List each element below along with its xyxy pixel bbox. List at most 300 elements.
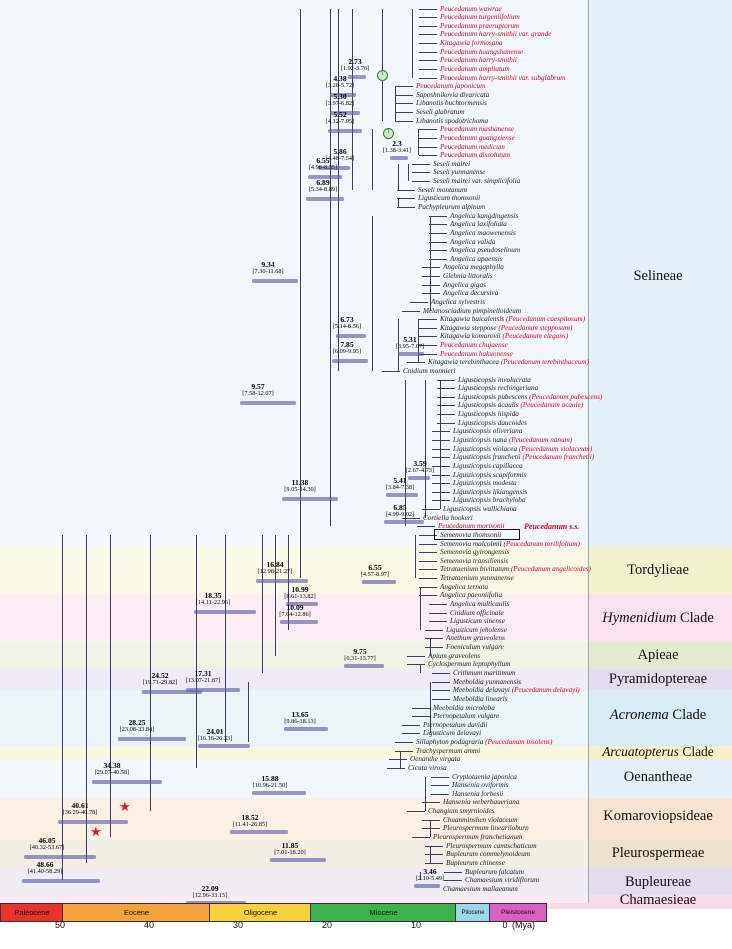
taxon-label [440, 40, 503, 48]
taxon-name: Ligusticum thomsonii [418, 194, 481, 203]
hpd-bar [398, 352, 424, 355]
node-age: 7.85 [340, 340, 354, 349]
branch-horizontal [412, 837, 430, 838]
taxon-label [440, 49, 523, 57]
hpd-bar [118, 737, 186, 740]
hpd-bar [230, 830, 288, 833]
branch-horizontal [419, 26, 437, 27]
branch-horizontal [429, 621, 447, 622]
clade-label-tordylieae: Tordylieae [627, 562, 689, 578]
node-hpd-interval: [16.16-26.33] [197, 735, 233, 742]
node-hpd-interval: [5.34-8.89] [308, 186, 338, 193]
taxon-synonym: (Peucedanum pubescens) [529, 392, 603, 401]
branch-horizontal [431, 777, 449, 778]
taxon-synonym: (Peucedanum acaule) [520, 401, 584, 410]
taxon-label [440, 575, 514, 583]
taxon-synonym: (Peucedanum stepposum) [498, 323, 573, 332]
taxon-name: Peucedanum praeruptorum [440, 21, 520, 30]
branch-horizontal [422, 267, 440, 268]
taxon-name: Peucedanum morisonii [438, 522, 505, 531]
axis-tick-50: 50 [54, 920, 66, 930]
taxon-label [450, 213, 518, 221]
taxon-label [440, 144, 505, 152]
taxon-name: Cnidium officinale [450, 608, 504, 617]
taxon-label [428, 359, 589, 367]
node-hpd-interval: [7.58-12.07] [242, 390, 274, 397]
node-hpd-interval: [7.01-18.20] [274, 849, 306, 856]
taxon-name: Angelica gigas [443, 280, 486, 289]
taxon-label [416, 109, 465, 117]
taxon-synonym: (Peucedanum delavayi) [511, 686, 580, 695]
taxon-label [433, 834, 522, 842]
taxon-synonym: (Peucedanum insolens) [485, 738, 553, 747]
node-hpd-interval: [8.61-13.82] [284, 593, 316, 600]
branch-horizontal [402, 733, 420, 734]
taxon-label [450, 256, 503, 264]
taxon-name: Peucedanum hakuonense [440, 349, 513, 358]
taxon-name: Ligusticopsis capillacea [453, 461, 523, 470]
taxon-name: Peucedanum harry-smithii var. grande [440, 30, 552, 39]
taxon-label [423, 730, 481, 738]
branch-horizontal [432, 673, 450, 674]
branch-horizontal [422, 276, 440, 277]
taxon-label [443, 799, 519, 807]
taxon-name: Kitagawia terebinthacea [428, 358, 500, 367]
taxon-name: Kitagawia formosana [440, 39, 503, 48]
taxon-name: Angelica sylvestris [431, 297, 486, 306]
taxon-name: Ligusticopsis scapiformis [453, 470, 527, 479]
taxon-name: Peucedanum wawrae [440, 4, 502, 13]
taxon-label [440, 31, 551, 39]
taxon-label [453, 670, 516, 678]
taxon-name: Angelica apaensis [450, 254, 503, 263]
branch-horizontal [432, 500, 450, 501]
clade-label-bupleureae: Bupleureae [624, 874, 692, 890]
branch-horizontal [429, 259, 447, 260]
taxon-label [433, 713, 499, 721]
node-hpd-interval: [2.10-5.49] [415, 875, 445, 882]
node-age: 5.31 [403, 335, 417, 344]
node-hpd-interval: [3.97-6.82] [325, 100, 355, 107]
clade-label-selineae: Selineae [633, 268, 683, 284]
node-age: 4.38 [333, 74, 347, 83]
branch-horizontal [432, 475, 450, 476]
node-hpd-interval: [4.99-9.02] [385, 511, 415, 518]
taxon-label [443, 273, 493, 281]
node-hpd-interval: [9.05-14.30] [284, 486, 316, 493]
taxon-name: Semenovia thomsonii [440, 530, 502, 539]
taxon-label [446, 635, 505, 643]
taxon-label [453, 428, 522, 436]
branch-horizontal [419, 34, 437, 35]
taxon-label [453, 446, 592, 454]
taxon-name: Angelica kangdingensis [450, 211, 519, 220]
branch-horizontal [387, 768, 405, 769]
node-hpd-interval: [36.29-46.78] [62, 809, 98, 816]
branch-vertical [420, 664, 421, 673]
node-age: 2.73 [348, 57, 362, 66]
branch-horizontal [419, 69, 437, 70]
branch-horizontal [444, 872, 462, 873]
peucedanum-sensu-stricto-label: Peucedanum s.s. [524, 522, 580, 532]
branch-vertical [420, 587, 421, 630]
taxon-label [440, 558, 508, 566]
taxon-label [416, 83, 485, 91]
taxon-synonym: (Peucedanum torilifolium) [503, 539, 580, 548]
taxon-name: Tetrataenium yunnanense [440, 574, 514, 583]
taxon-name: Ligusticum sinense [450, 617, 505, 626]
branch-horizontal [432, 431, 450, 432]
taxon-name: Glehnia littoralis [443, 272, 493, 281]
node-hpd-interval: [19.71-29.82] [142, 679, 178, 686]
taxon-label [446, 851, 530, 859]
taxon-label [428, 661, 510, 669]
branch-horizontal [407, 656, 425, 657]
taxon-label [433, 169, 486, 177]
epoch-miocene: Miocene [310, 903, 457, 922]
taxon-name: Tetrataenium bivittatum [440, 565, 510, 574]
taxon-name: Bupleurum falcatum [465, 867, 524, 876]
node-hpd-interval: [10.96-21.50] [252, 782, 288, 789]
node-hpd-interval: [23.08-33.84] [119, 726, 155, 733]
taxon-label [458, 402, 583, 410]
taxon-name: Pleurospermum franchetianum [433, 832, 523, 841]
taxon-label [423, 722, 487, 730]
taxon-name: Semenovia transiliensis [440, 556, 509, 565]
taxon-name: Angelica maowenensis [450, 228, 516, 237]
calibration-star-1: ★ [119, 799, 131, 814]
branch-horizontal [419, 595, 437, 596]
node-hpd-interval: [29.07-40.58] [94, 769, 130, 776]
taxon-label [440, 66, 510, 74]
taxon-label [440, 351, 513, 359]
branch-vertical [425, 380, 426, 518]
axis-tick-10: 10 [410, 920, 422, 930]
taxon-name: Kitagawia komarovii [440, 332, 501, 341]
taxon-label [450, 618, 505, 626]
taxon-label [443, 886, 518, 894]
hpd-bar [142, 690, 202, 693]
hpd-bar [270, 858, 326, 861]
node-age: 9.34 [261, 260, 275, 269]
branch-horizontal [395, 742, 413, 743]
calibration-star-2: ★ [90, 824, 102, 839]
peucedanum-sensu-stricto-box [434, 529, 520, 540]
branch-horizontal [425, 863, 443, 864]
taxon-name: Angelica paeoniifolia [440, 591, 503, 600]
taxon-label [443, 506, 517, 514]
branch-horizontal [432, 492, 450, 493]
taxon-label [440, 57, 517, 65]
taxon-label [416, 739, 552, 747]
taxon-name: Ligusticum jeholense [446, 625, 507, 634]
taxon-name: Hansenia oviformis [452, 781, 509, 790]
branch-horizontal [429, 613, 447, 614]
taxon-name: Peucedanum huangshanense [440, 47, 524, 56]
taxon-label [453, 480, 517, 488]
branch-horizontal [425, 647, 443, 648]
branch-horizontal [412, 716, 430, 717]
branch-horizontal [431, 785, 449, 786]
branch-horizontal [382, 371, 400, 372]
taxon-name: Seseli mairei [433, 159, 471, 168]
node-age: 11.38 [291, 478, 309, 487]
taxon-label [446, 627, 507, 635]
branch-horizontal [422, 828, 440, 829]
branch-vertical [398, 198, 399, 207]
taxon-label [418, 204, 485, 212]
hpd-bar [282, 497, 338, 500]
taxon-name: Peucedanum ampliatum [440, 64, 510, 73]
taxon-label [450, 601, 509, 609]
node-hpd-interval: [6.09-9.95] [332, 348, 362, 355]
node-age: 6.55 [368, 563, 382, 572]
geologic-time-scale [0, 903, 732, 949]
branch-horizontal [422, 820, 440, 821]
clade-label-acronema: Acronema Clade [609, 707, 707, 723]
branch-horizontal [407, 811, 425, 812]
branch-vertical [430, 216, 431, 311]
branch-vertical [440, 380, 441, 509]
node-hpd-interval: [12.98-21.27] [257, 568, 293, 575]
taxon-label [443, 825, 529, 833]
axis-tick-20: 20 [321, 920, 333, 930]
clade-label-chamaesieae: Chamaesieae [619, 892, 697, 908]
taxon-name: Changium smyrnioides [428, 807, 495, 816]
taxon-label [440, 6, 502, 14]
taxon-name: Ligusticopsis violacea [453, 444, 518, 453]
taxon-name: Pleurospermum camtschaticum [446, 841, 537, 850]
node-age: 17.31 [194, 669, 212, 678]
taxon-name: Pachypleurum alpinum [418, 202, 486, 211]
hpd-bar [252, 791, 306, 794]
branch-horizontal [425, 846, 443, 847]
taxon-name: Peucedanum harry-smithii [440, 56, 517, 65]
taxon-name: Ligusticopsis nana [453, 436, 508, 444]
node-hpd-interval: [5.14-8.56] [332, 323, 362, 330]
taxon-name: Meeboldia yunnanensis [453, 677, 522, 686]
branch-horizontal [419, 52, 437, 53]
taxon-name: Angelica decursiva [443, 289, 499, 298]
branch-horizontal [419, 569, 437, 570]
taxon-name: Ligusticopsis pubescens [458, 392, 528, 401]
node-age: 5.41 [393, 476, 407, 485]
taxon-label [423, 308, 521, 316]
branch-horizontal [419, 587, 437, 588]
taxon-name: Cortiella hookeri [423, 513, 473, 522]
taxon-name: Seseli mairei var. simplicifolia [433, 177, 521, 186]
clade-label-apieae: Apieae [637, 647, 679, 663]
taxon-label [453, 489, 527, 497]
taxon-name: Angelica ternata [440, 582, 489, 591]
branch-horizontal [419, 43, 437, 44]
hpd-bar [240, 401, 296, 404]
hpd-bar [256, 579, 308, 582]
branch-horizontal [417, 526, 435, 527]
node-hpd-interval: [3.95-7.07] [395, 343, 425, 350]
taxon-label [443, 817, 517, 825]
branch-horizontal [412, 172, 430, 173]
taxon-name: Kitagawia baicalensis [440, 315, 505, 324]
taxon-label [458, 394, 602, 402]
taxon-label [458, 420, 527, 428]
taxon-name: Cryptotaenia japonica [452, 772, 517, 781]
branch-vertical [430, 846, 431, 863]
epoch-pleistocene: Pleistocene [489, 903, 547, 922]
taxon-name: Peucedanum medicum [440, 142, 505, 151]
taxon-label [465, 877, 539, 885]
node-age: 9.57 [251, 382, 265, 391]
taxon-name: Angelica multicaulis [450, 599, 510, 608]
node-hpd-interval: [1.38-3.41] [382, 147, 412, 154]
taxon-label [433, 178, 520, 186]
branch-horizontal [395, 112, 413, 113]
node-age: 13.65 [291, 710, 309, 719]
taxon-name: Seseli yunnanense [433, 168, 486, 177]
branch-horizontal [397, 198, 415, 199]
taxon-name: Saposhnikovia divaricata [416, 90, 490, 99]
taxon-name: Ligusticopsis hispida [458, 410, 519, 419]
node-age: 6.89 [316, 178, 330, 187]
branch-horizontal [429, 604, 447, 605]
branch-horizontal [397, 190, 415, 191]
taxon-name: Melanosciadium pimpinelloideum [423, 306, 522, 315]
branch-horizontal [419, 17, 437, 18]
taxon-name: Trachyspermum ammi [416, 746, 481, 755]
node-hpd-interval: [4.57-8.97] [360, 571, 390, 578]
taxon-name: Ligusticum delavayi [423, 729, 482, 738]
taxon-name: Angelica megaphylla [443, 263, 504, 272]
branch-horizontal [389, 759, 407, 760]
branch-horizontal [419, 578, 437, 579]
node-age: 24.01 [206, 727, 224, 736]
branch-vertical [372, 129, 373, 189]
epoch-pliocene: Pliocene [455, 903, 491, 922]
branch-horizontal [412, 181, 430, 182]
taxon-label [458, 385, 538, 393]
taxon-name: Peucedanum harry-smithii var. subglabrum [440, 73, 566, 82]
branch-horizontal [419, 328, 437, 329]
taxon-name: Peucedanum mashanense [440, 125, 515, 134]
node-age: 28.25 [128, 718, 146, 727]
branch-horizontal [425, 630, 443, 631]
axis-tick-0: 0 [502, 920, 508, 930]
taxon-name: Angelica pseudoselinum [450, 246, 521, 255]
node-hpd-interval: [12.96-33.15] [192, 892, 228, 899]
branch-horizontal [425, 854, 443, 855]
taxon-label [440, 549, 509, 557]
node-hpd-interval: [2.67-4.73] [405, 467, 435, 474]
taxon-name: Semenovia gyirongensis [440, 548, 510, 557]
node-hpd-interval: [7.64-12.86] [279, 611, 311, 618]
taxon-name: Peucedanum chujaense [440, 341, 508, 350]
taxon-label [433, 705, 495, 713]
hpd-bar [362, 580, 396, 583]
taxon-label [458, 411, 519, 419]
branch-horizontal [422, 293, 440, 294]
taxon-synonym: (Peucedanum terebinthaceum) [500, 358, 589, 367]
taxon-label [418, 195, 480, 203]
taxon-synonym: (Peucedanum caespitosum) [505, 315, 586, 324]
taxon-label [443, 264, 504, 272]
taxon-synonym: (Peucedanum angelicoides) [510, 565, 591, 574]
hpd-bar [328, 129, 362, 132]
branch-vertical [395, 86, 396, 121]
taxon-label [450, 221, 507, 229]
taxon-name: Kitagawia steppose [440, 323, 497, 332]
node-age: 5.86 [333, 147, 347, 156]
branch-horizontal [419, 552, 437, 553]
taxon-name: Hansenia forbesii [452, 789, 504, 798]
branch-horizontal [419, 319, 437, 320]
taxon-name: Peucedanum japonicum [416, 82, 486, 91]
taxon-label [453, 454, 594, 462]
branch-vertical [248, 682, 249, 742]
node-age: 2.3 [392, 139, 402, 148]
node-age: 3.59 [413, 459, 427, 468]
taxon-name: Anethum graveolens [446, 634, 505, 643]
branch-horizontal [422, 285, 440, 286]
hpd-bar [384, 520, 424, 523]
clade-label-pyramidoptereae: Pyramidoptereae [608, 671, 708, 687]
branch-horizontal [432, 440, 450, 441]
taxon-label [453, 463, 523, 471]
taxon-name: Ligusticopsis rechingeriana [458, 384, 539, 393]
branch-horizontal [395, 103, 413, 104]
branch-horizontal [432, 483, 450, 484]
taxon-name: Sillaphyton podagraria [416, 738, 484, 747]
taxon-label [423, 515, 473, 523]
taxon-name: Bupleurum commelynoideum [446, 850, 531, 859]
node-age: 9.75 [353, 647, 367, 656]
clade-label-hymenidium: Hymenidium Clade [602, 610, 714, 626]
taxon-label [408, 765, 447, 773]
branch-horizontal [412, 164, 430, 165]
node-age: 16.84 [266, 560, 284, 569]
hpd-bar [24, 855, 96, 858]
taxon-label [446, 843, 537, 851]
taxon-name: Foeniculum vulgare [446, 643, 504, 652]
branch-horizontal [429, 233, 447, 234]
taxon-name: Peucedanum guangxiense [440, 133, 515, 142]
taxon-name: Semenovia malcolmii [440, 539, 502, 548]
taxon-name: Ligusticopsis franchetii [453, 453, 521, 462]
node-hpd-interval: [14.11-22.96] [195, 599, 231, 606]
taxon-name: Chamaesium viridiflorum [465, 876, 540, 885]
taxon-name: Angelica valida [450, 237, 496, 246]
branch-horizontal [425, 638, 443, 639]
taxon-name: Crithmum maritimum [453, 669, 516, 677]
branch-horizontal [432, 449, 450, 450]
node-age: 18.52 [241, 813, 259, 822]
node-hpd-interval: [1.92-3.76] [340, 65, 370, 72]
hpd-bar [344, 664, 384, 667]
branch-horizontal [429, 250, 447, 251]
taxon-name: Bupleurum chinense [446, 858, 505, 867]
axis-unit-label: (Mya) [512, 920, 535, 930]
taxon-synonym: (Peucedanum violaceum) [518, 444, 593, 453]
taxon-label [440, 592, 502, 600]
taxon-name: Pternopetalum vulgare [433, 712, 500, 721]
hpd-bar [414, 884, 440, 887]
branch-horizontal [395, 121, 413, 122]
taxon-label [440, 75, 565, 83]
node-hpd-interval: [6.31-13.77] [344, 655, 376, 662]
taxon-synonym: (Peucedanum nanum) [508, 436, 573, 444]
node-age: 22.09 [201, 884, 219, 893]
node-hpd-interval: [11.41-26.85] [232, 821, 268, 828]
taxon-name: Chamaesium mallaeanum [443, 884, 518, 893]
